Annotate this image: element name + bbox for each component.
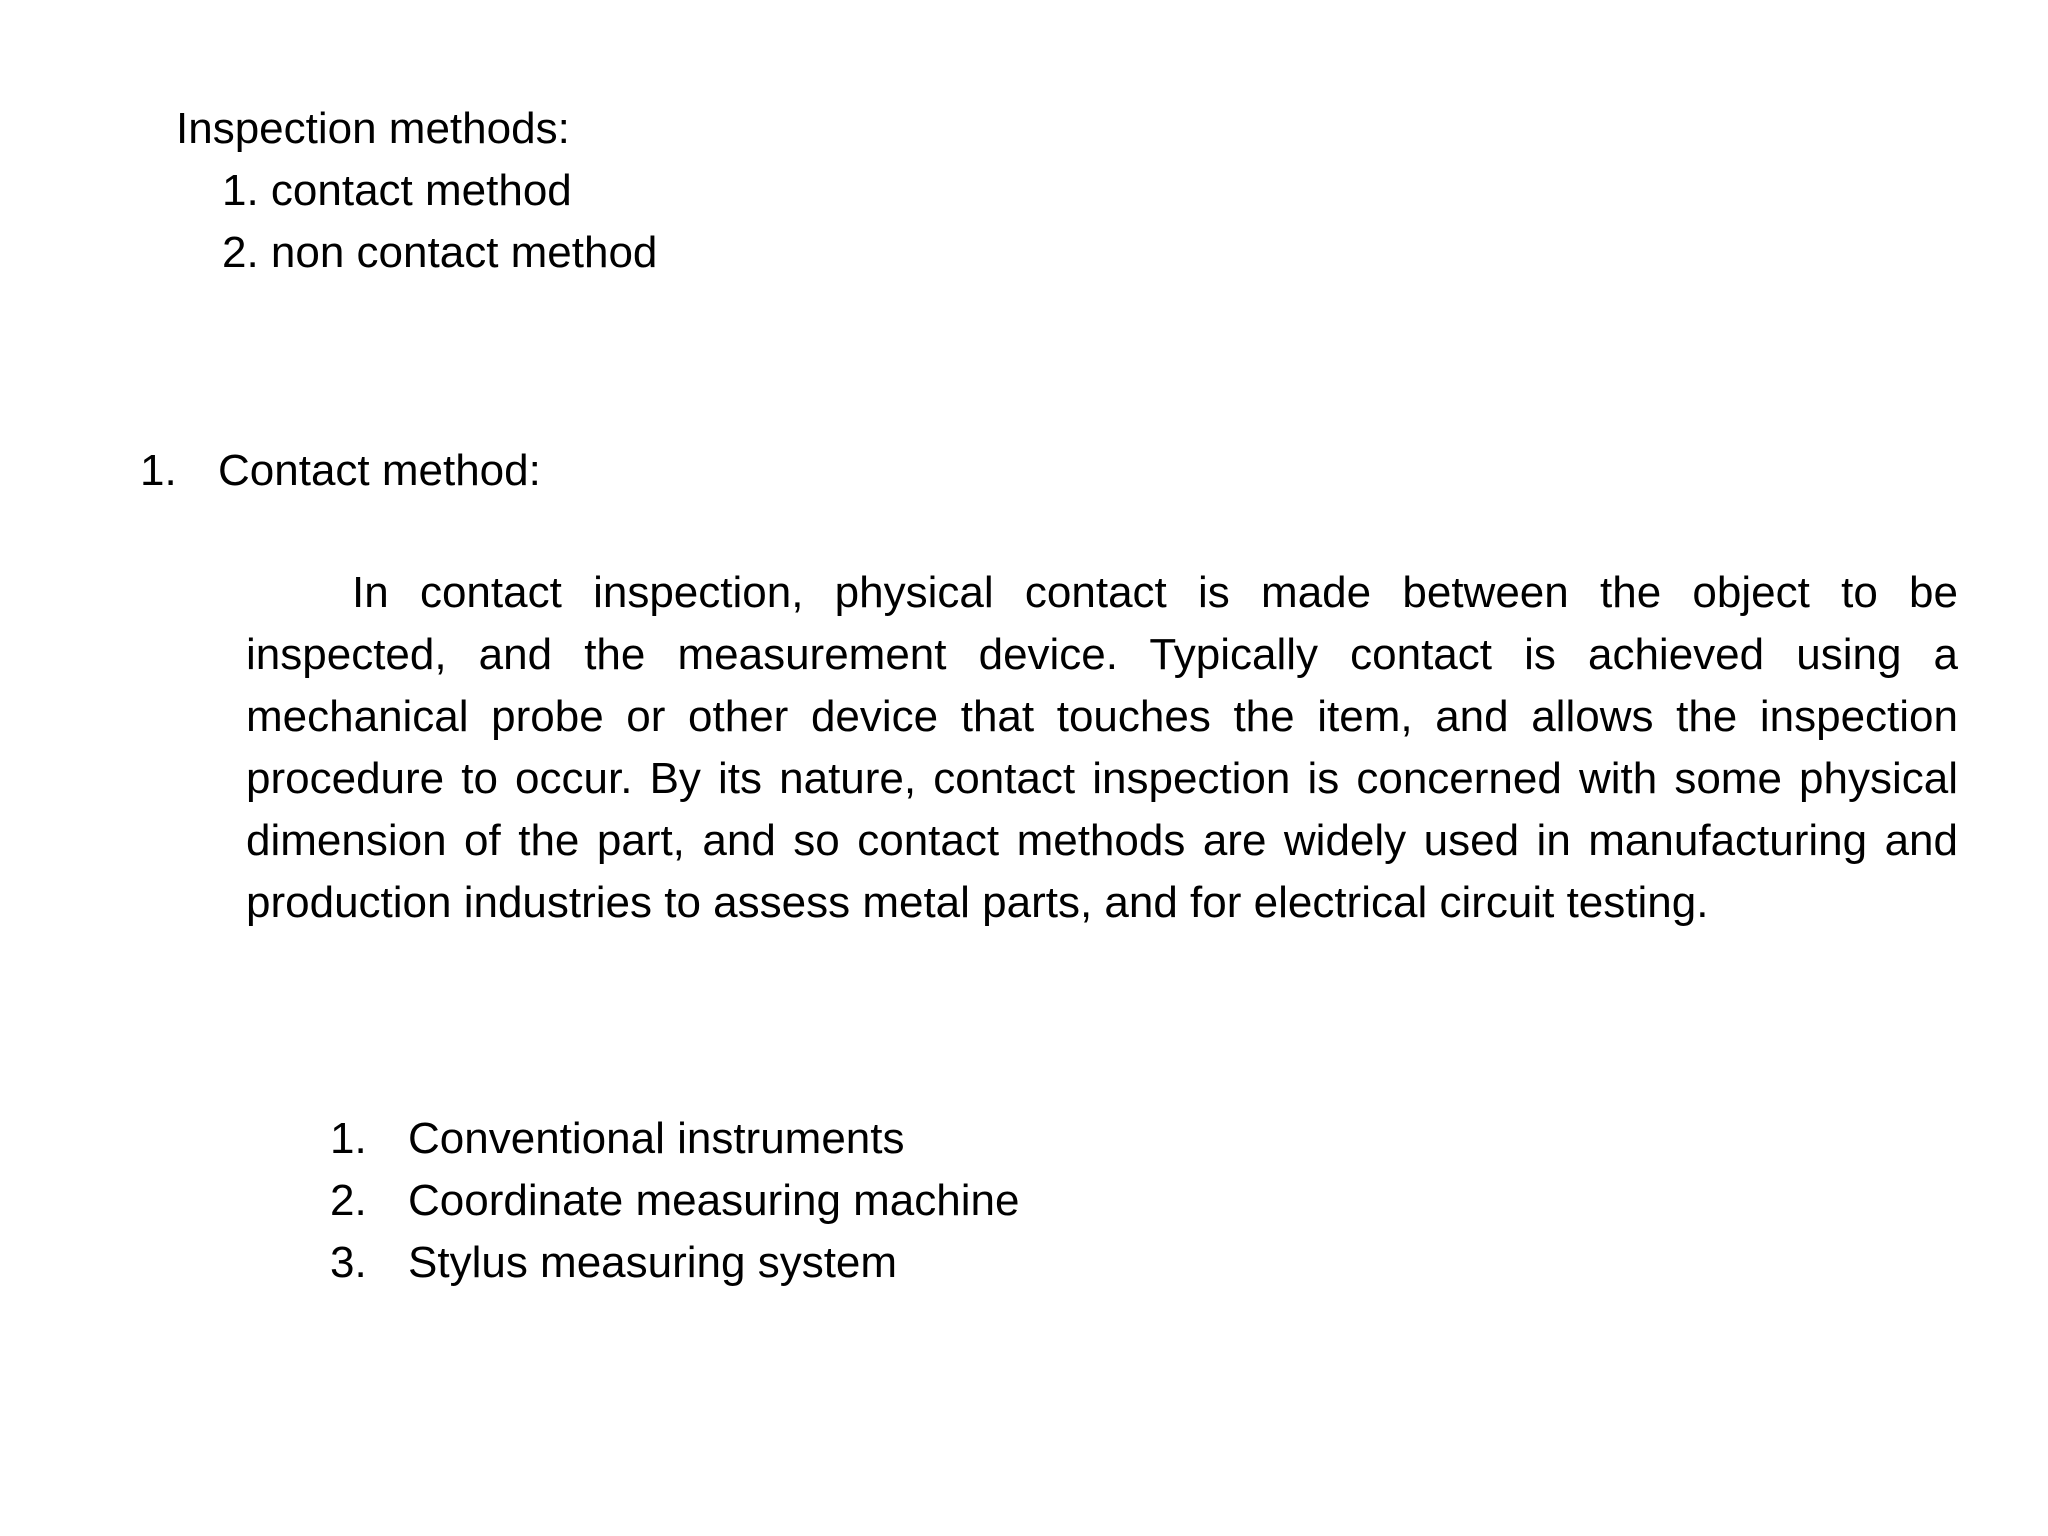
list-item-number: 1. [330, 1114, 367, 1163]
list-item-number: 2. [330, 1176, 367, 1225]
list-item-number: 3. [330, 1238, 367, 1287]
section-number: 1. [140, 446, 177, 495]
page-title: Inspection methods: [176, 104, 570, 153]
list-item [330, 1232, 1019, 1294]
list-item-label: Conventional instruments [408, 1114, 905, 1163]
list-item: 1. contact method [222, 166, 572, 215]
inspection-methods-list [222, 160, 657, 284]
list-item-label: Coordinate measuring machine [408, 1176, 1020, 1225]
contact-instruments-list [330, 1108, 1019, 1294]
list-item: 2. non contact method [222, 228, 658, 277]
contact-method-paragraph: In contact inspection, physical contact is made between the object to be inspected, and the measurement device. Typically contact is achieved using a mechanical probe or other device that touches the item, and allows the inspection procedure to occur. By its nature, contact inspection is concerned with some physical dimension of the part, and so contact methods are widely used in manufacturing and production industries to assess metal parts, and for electrical circuit testing. [246, 568, 1958, 927]
list-item [330, 1108, 1019, 1170]
list-item [330, 1170, 1019, 1232]
section-title: Contact method: [218, 446, 541, 495]
section-heading [140, 440, 541, 502]
list-item-label: Stylus measuring system [408, 1238, 898, 1287]
